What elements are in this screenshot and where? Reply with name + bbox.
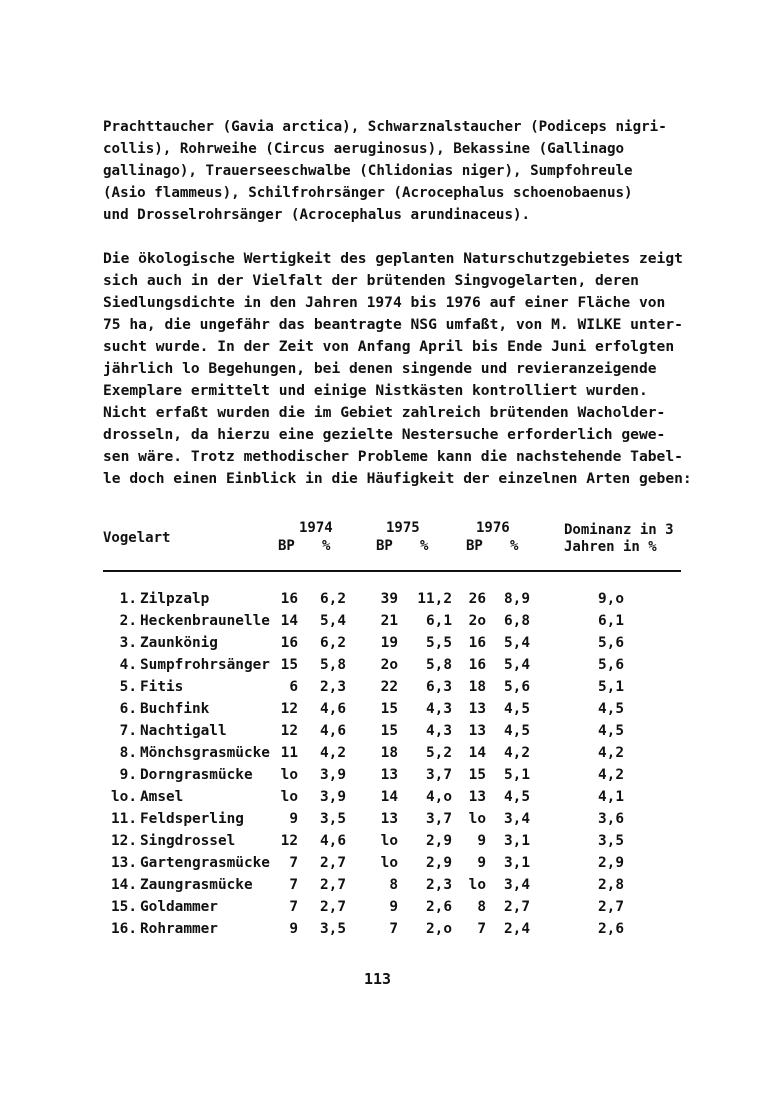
percent-1975: 4,3 [426,701,452,717]
percent-1975: 4,3 [426,723,452,739]
text-line: und Drosselrohrsänger (Acrocephalus arundinaceus). [103,207,531,223]
breeding-pairs-1976: 13 [468,723,486,739]
breeding-pairs-1974: 9 [289,921,298,937]
species-name: Goldammer [140,899,218,915]
page-number: 113 [364,970,392,988]
breeding-pairs-1975: 18 [380,745,398,761]
text-line: Nicht erfaßt wurden die im Gebiet zahlreich brütenden Wacholder- [103,404,666,421]
row-number: 13. [111,855,137,871]
percent-1976: 5,1 [504,767,530,783]
breeding-pairs-1975: 13 [380,767,398,783]
row-number: 15. [111,899,137,915]
table-row [0,698,768,720]
breeding-pairs-1975: 8 [389,877,398,893]
row-number: 5. [119,679,137,695]
text-line: Exemplare ermittelt und einige Nistkästen kontrolliert wurden. [103,382,648,399]
row-number: lo. [111,789,137,805]
breeding-pairs-1976: 16 [468,635,486,651]
breeding-pairs-1974: 11 [280,745,298,761]
breeding-pairs-1974: 12 [280,701,298,717]
percent-1975: 2,9 [426,833,452,849]
breeding-pairs-1974: 7 [289,899,298,915]
breeding-pairs-1976: lo [468,811,486,827]
dominance-value: 5,6 [598,657,624,673]
breeding-pairs-1976: lo [468,877,486,893]
breeding-pairs-1975: 9 [389,899,398,915]
dominance-value: 9,o [598,591,624,607]
breeding-pairs-1976: 7 [477,921,486,937]
breeding-pairs-1975: 21 [380,613,398,629]
percent-1975: 2,9 [426,855,452,871]
breeding-pairs-1975: 14 [380,789,398,805]
breeding-pairs-1974: 12 [280,723,298,739]
species-name: Fitis [140,679,184,695]
row-number: 1. [119,591,137,607]
percent-1974: 5,8 [320,657,346,673]
species-name: Zilpzalp [140,591,210,607]
percent-1975: 2,6 [426,899,452,915]
breeding-pairs-1975: 15 [380,723,398,739]
percent-1976: 6,8 [504,613,530,629]
species-name: Singdrossel [140,833,236,849]
table-divider [103,570,681,572]
breeding-pairs-1976: 9 [477,855,486,871]
percent-1974: 3,9 [320,767,346,783]
species-name: Buchfink [140,701,210,717]
table-row [0,896,768,918]
percent-1975: 11,2 [417,591,452,607]
dominance-value: 6,1 [598,613,624,629]
percent-1974: 2,7 [320,877,346,893]
species-name: Feldsperling [140,811,244,827]
row-number: 14. [111,877,137,893]
table-row [0,610,768,632]
table-row [0,632,768,654]
percent-1974: 2,7 [320,855,346,871]
species-name: Zaunkönig [140,635,218,651]
table-row [0,918,768,940]
breeding-pairs-1975: 19 [380,635,398,651]
percent-1975: 6,1 [426,613,452,629]
percent-1976: 4,5 [504,701,530,717]
header-year-1975: 1975 [386,520,420,536]
dominance-value: 4,5 [598,723,624,739]
dominance-value: 4,1 [598,789,624,805]
row-number: 11. [111,811,137,827]
row-number: 16. [111,921,137,937]
percent-1974: 5,4 [320,613,346,629]
text-line: collis), Rohrweihe (Circus aeruginosus), Bekassine (Gallinago [103,141,625,157]
row-number: 12. [111,833,137,849]
header-year-1974: 1974 [299,520,333,536]
row-number: 6. [119,701,137,717]
header-bp-1976: BP [466,538,483,554]
table-row [0,874,768,896]
breeding-pairs-1975: lo [380,833,398,849]
percent-1975: 5,8 [426,657,452,673]
breeding-pairs-1976: 13 [468,701,486,717]
text-line: (Asio flammeus), Schilfrohrsänger (Acrocephalus schoenobaenus) [103,185,633,201]
percent-1976: 2,4 [504,921,530,937]
text-line: sich auch in der Vielfalt der brütenden Singvogelarten, deren [103,272,639,289]
dominance-value: 4,5 [598,701,624,717]
table-row [0,588,768,610]
breeding-pairs-1974: lo [280,789,298,805]
breeding-pairs-1976: 8 [477,899,486,915]
header-dominance-unit: Jahren in % [564,539,657,555]
percent-1975: 3,7 [426,811,452,827]
dominance-value: 2,7 [598,899,624,915]
breeding-pairs-1974: 15 [280,657,298,673]
header-pct-1976: % [510,538,519,554]
text-line: sucht wurde. In der Zeit von Anfang April bis Ende Juni erfolgten [103,338,675,355]
header-year-1976: 1976 [476,520,510,536]
text-line: le doch einen Einblick in die Häufigkeit der einzelnen Arten geben: [103,470,692,487]
species-name: Mönchsgrasmücke [140,745,270,761]
percent-1975: 6,3 [426,679,452,695]
dominance-value: 2,8 [598,877,624,893]
percent-1976: 4,5 [504,723,530,739]
table-row [0,764,768,786]
breeding-pairs-1974: 9 [289,811,298,827]
percent-1975: 2,3 [426,877,452,893]
header-pct-1975: % [420,538,429,554]
breeding-pairs-1976: 15 [468,767,486,783]
table-row [0,808,768,830]
species-name: Amsel [140,789,184,805]
breeding-pairs-1974: lo [280,767,298,783]
breeding-pairs-1976: 16 [468,657,486,673]
percent-1976: 4,5 [504,789,530,805]
percent-1976: 5,4 [504,657,530,673]
breeding-pairs-1974: 6 [289,679,298,695]
row-number: 9. [119,767,137,783]
percent-1975: 2,o [426,921,452,937]
percent-1974: 4,6 [320,723,346,739]
breeding-pairs-1975: 2o [380,657,398,673]
header-bp-1974: BP [278,538,295,554]
percent-1974: 2,3 [320,679,346,695]
breeding-pairs-1976: 2o [468,613,486,629]
dominance-value: 5,1 [598,679,624,695]
dominance-value: 3,5 [598,833,624,849]
text-line: Siedlungsdichte in den Jahren 1974 bis 1976 auf einer Fläche von [103,294,666,311]
percent-1974: 3,5 [320,811,346,827]
percent-1976: 4,2 [504,745,530,761]
breeding-pairs-1975: 22 [380,679,398,695]
percent-1974: 3,9 [320,789,346,805]
table-row [0,852,768,874]
percent-1975: 5,2 [426,745,452,761]
dominance-value: 5,6 [598,635,624,651]
header-bp-1975: BP [376,538,393,554]
percent-1975: 5,5 [426,635,452,651]
header-species: Vogelart [103,530,171,546]
breeding-pairs-1975: 7 [389,921,398,937]
percent-1976: 3,4 [504,811,530,827]
breeding-pairs-1975: 39 [380,591,398,607]
breeding-pairs-1974: 12 [280,833,298,849]
percent-1975: 3,7 [426,767,452,783]
breeding-pairs-1976: 26 [468,591,486,607]
percent-1974: 6,2 [320,635,346,651]
species-name: Zaungrasmücke [140,877,253,893]
percent-1974: 6,2 [320,591,346,607]
text-line: drosseln, da hierzu eine gezielte Nestersuche erforderlich gewe- [103,426,666,443]
row-number: 4. [119,657,137,673]
breeding-pairs-1975: lo [380,855,398,871]
species-name: Sumpfrohrsänger [140,657,270,673]
percent-1974: 4,2 [320,745,346,761]
paragraph-songbird-survey [103,248,703,490]
species-name: Rohrammer [140,921,218,937]
text-line: Die ökologische Wertigkeit des geplanten Naturschutzgebietes zeigt [103,250,683,267]
text-line: sen wäre. Trotz methodischer Probleme kann die nachstehende Tabel- [103,448,683,465]
text-line: gallinago), Trauerseeschwalbe (Chlidonias niger), Sumpfohreule [103,163,633,179]
breeding-pairs-1974: 7 [289,877,298,893]
breeding-pairs-1974: 16 [280,591,298,607]
dominance-value: 4,2 [598,745,624,761]
breeding-pairs-1976: 18 [468,679,486,695]
percent-1976: 2,7 [504,899,530,915]
table-row [0,676,768,698]
percent-1976: 3,4 [504,877,530,893]
percent-1976: 5,4 [504,635,530,651]
percent-1976: 3,1 [504,833,530,849]
row-number: 8. [119,745,137,761]
breeding-pairs-1974: 7 [289,855,298,871]
dominance-value: 4,2 [598,767,624,783]
breeding-pairs-1976: 14 [468,745,486,761]
percent-1974: 4,6 [320,701,346,717]
text-line: 75 ha, die ungefähr das beantragte NSG umfaßt, von M. WILKE unter- [103,316,683,333]
percent-1976: 8,9 [504,591,530,607]
paragraph-species-list [103,116,703,226]
header-dominance: Dominanz in 3 [564,522,674,538]
breeding-pairs-1975: 13 [380,811,398,827]
table-row [0,786,768,808]
row-number: 7. [119,723,137,739]
species-name: Nachtigall [140,723,227,739]
dominance-value: 2,6 [598,921,624,937]
breeding-pairs-1976: 13 [468,789,486,805]
percent-1974: 2,7 [320,899,346,915]
breeding-pairs-1974: 14 [280,613,298,629]
percent-1975: 4,o [426,789,452,805]
dominance-value: 2,9 [598,855,624,871]
header-pct-1974: % [322,538,331,554]
breeding-pairs-1974: 16 [280,635,298,651]
breeding-pairs-1975: 15 [380,701,398,717]
breeding-pairs-1976: 9 [477,833,486,849]
table-row [0,720,768,742]
percent-1976: 5,6 [504,679,530,695]
table-row [0,830,768,852]
percent-1974: 3,5 [320,921,346,937]
table-row [0,742,768,764]
dominance-value: 3,6 [598,811,624,827]
species-name: Dorngrasmücke [140,767,253,783]
species-name: Gartengrasmücke [140,855,270,871]
species-name: Heckenbraunelle [140,613,270,629]
text-line: jährlich lo Begehungen, bei denen singende und revieranzeigende [103,360,657,377]
percent-1976: 3,1 [504,855,530,871]
row-number: 2. [119,613,137,629]
text-line: Prachttaucher (Gavia arctica), Schwarznalstaucher (Podiceps nigri- [103,119,667,135]
row-number: 3. [119,635,137,651]
table-row [0,654,768,676]
percent-1974: 4,6 [320,833,346,849]
